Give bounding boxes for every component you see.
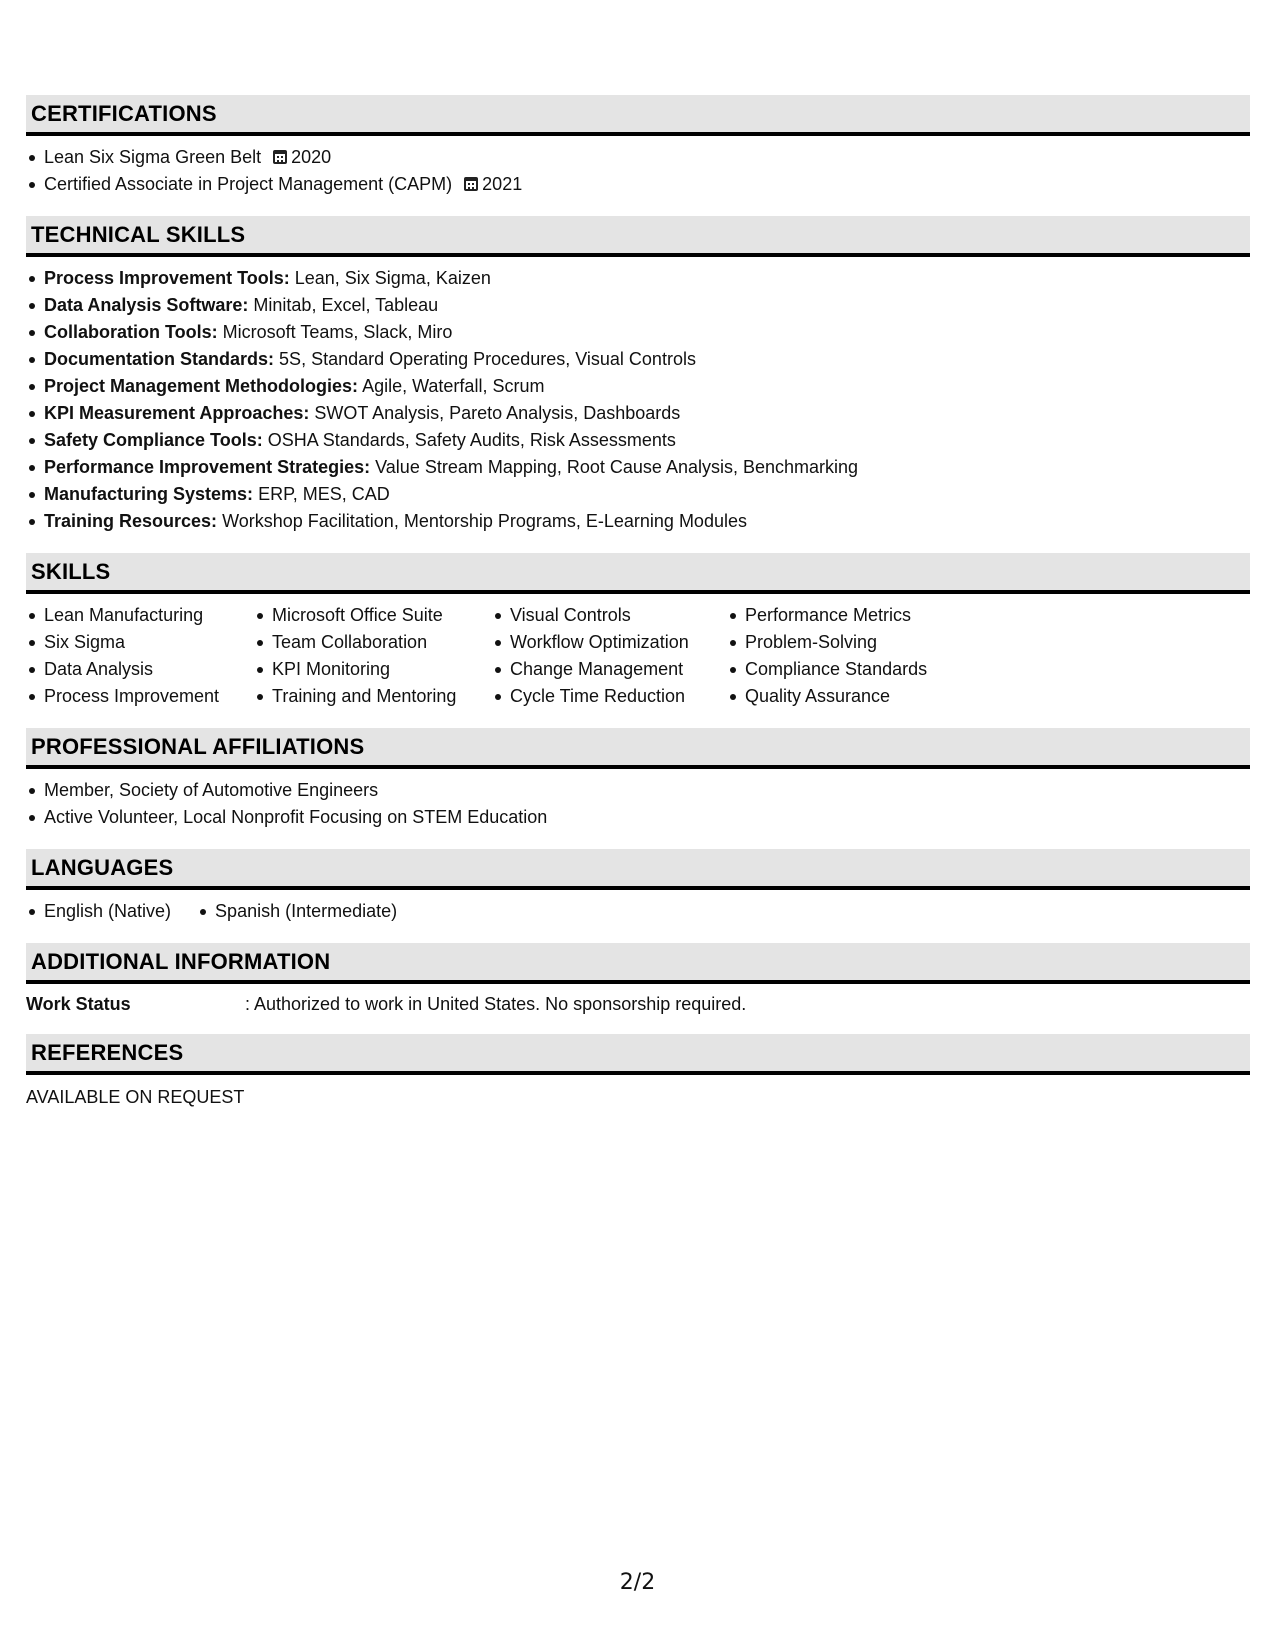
skills-section [26,553,1250,710]
section-title: CERTIFICATIONS [26,95,1250,136]
list-item: Workflow Optimization [510,629,745,656]
section-title: PROFESSIONAL AFFILIATIONS [26,728,1250,769]
list-item: Microsoft Office Suite [272,602,510,629]
certification-year: 2020 [291,147,332,167]
list-item: Collaboration Tools: Microsoft Teams, Slack, Miro [44,319,1250,346]
list-item: Lean Six Sigma Green Belt 2020 [44,144,1250,171]
list-item: Data Analysis Software: Minitab, Excel, Tableau [44,292,1250,319]
references-section [26,1034,1250,1109]
section-title: LANGUAGES [26,849,1250,890]
list-item: Performance Metrics [745,602,1005,629]
list-item: Compliance Standards [745,656,1005,683]
skill-category: KPI Measurement Approaches: [44,403,310,423]
list-item: Performance Improvement Strategies: Value Stream Mapping, Root Cause Analysis, Benchmarking [44,454,1250,481]
list-item: Visual Controls [510,602,745,629]
technical-skills-list [26,265,1250,535]
section-title: TECHNICAL SKILLS [26,216,1250,257]
skill-category: Manufacturing Systems: [44,484,254,504]
section-title: REFERENCES [26,1034,1250,1075]
skills-column [745,602,1005,710]
list-item: Certified Associate in Project Management (CAPM) 2021 [44,171,1250,198]
list-item: Team Collaboration [272,629,510,656]
section-title: SKILLS [26,553,1250,594]
list-item: Training and Mentoring [272,683,510,710]
list-item: Data Analysis [44,656,272,683]
work-status-value: : Authorized to work in United States. No sponsorship required. [245,994,747,1014]
skill-category: Performance Improvement Strategies: [44,457,371,477]
technical-skills-section [26,216,1250,535]
list-item: Training Resources: Workshop Facilitation, Mentorship Programs, E-Learning Modules [44,508,1250,535]
list-item: Safety Compliance Tools: OSHA Standards, Safety Audits, Risk Assessments [44,427,1250,454]
calendar-icon [273,150,287,164]
references-text: AVAILABLE ON REQUEST [26,1087,245,1107]
languages-row [26,898,1250,925]
skills-column [272,602,510,710]
languages-list [44,898,441,925]
list-item: Quality Assurance [745,683,1005,710]
certifications-list [26,144,1250,198]
list-item: KPI Monitoring [272,656,510,683]
list-item: Spanish (Intermediate) [215,898,397,925]
list-item: Process Improvement Tools: Lean, Six Sigma, Kaizen [44,265,1250,292]
skill-category: Project Management Methodologies: [44,376,359,396]
additional-info-section [26,943,1250,1016]
list-item: Project Management Methodologies: Agile, Waterfall, Scrum [44,373,1250,400]
list-item: KPI Measurement Approaches: SWOT Analysis, Pareto Analysis, Dashboards [44,400,1250,427]
skill-category: Training Resources: [44,511,218,531]
list-item: Process Improvement [44,683,272,710]
languages-section [26,849,1250,925]
skills-column [510,602,745,710]
list-item: Manufacturing Systems: ERP, MES, CAD [44,481,1250,508]
certifications-section [26,95,1250,198]
skill-category: Safety Compliance Tools: [44,430,263,450]
resume-page [26,95,1250,1127]
list-item: Lean Manufacturing [44,602,272,629]
list-item: Documentation Standards: 5S, Standard Operating Procedures, Visual Controls [44,346,1250,373]
skill-category: Data Analysis Software: [44,295,249,315]
list-item: English (Native) [44,898,171,925]
list-item: Cycle Time Reduction [510,683,745,710]
list-item: Change Management [510,656,745,683]
skill-category: Documentation Standards: [44,349,275,369]
list-item: Member, Society of Automotive Engineers [44,777,1250,804]
certification-year: 2021 [482,174,523,194]
skill-category: Collaboration Tools: [44,322,218,342]
list-item: Active Volunteer, Local Nonprofit Focusing on STEM Education [44,804,1250,831]
page-number: 2/2 [619,1570,656,1595]
work-status-row [26,992,1250,1016]
skills-column [44,602,272,710]
list-item: Problem-Solving [745,629,1005,656]
section-title: ADDITIONAL INFORMATION [26,943,1250,984]
work-status-label: Work Status [26,994,131,1014]
affiliations-section [26,728,1250,831]
affiliations-list [26,777,1250,831]
skills-grid [26,602,1250,710]
list-item: Six Sigma [44,629,272,656]
calendar-icon [464,177,478,191]
skill-category: Process Improvement Tools: [44,268,290,288]
